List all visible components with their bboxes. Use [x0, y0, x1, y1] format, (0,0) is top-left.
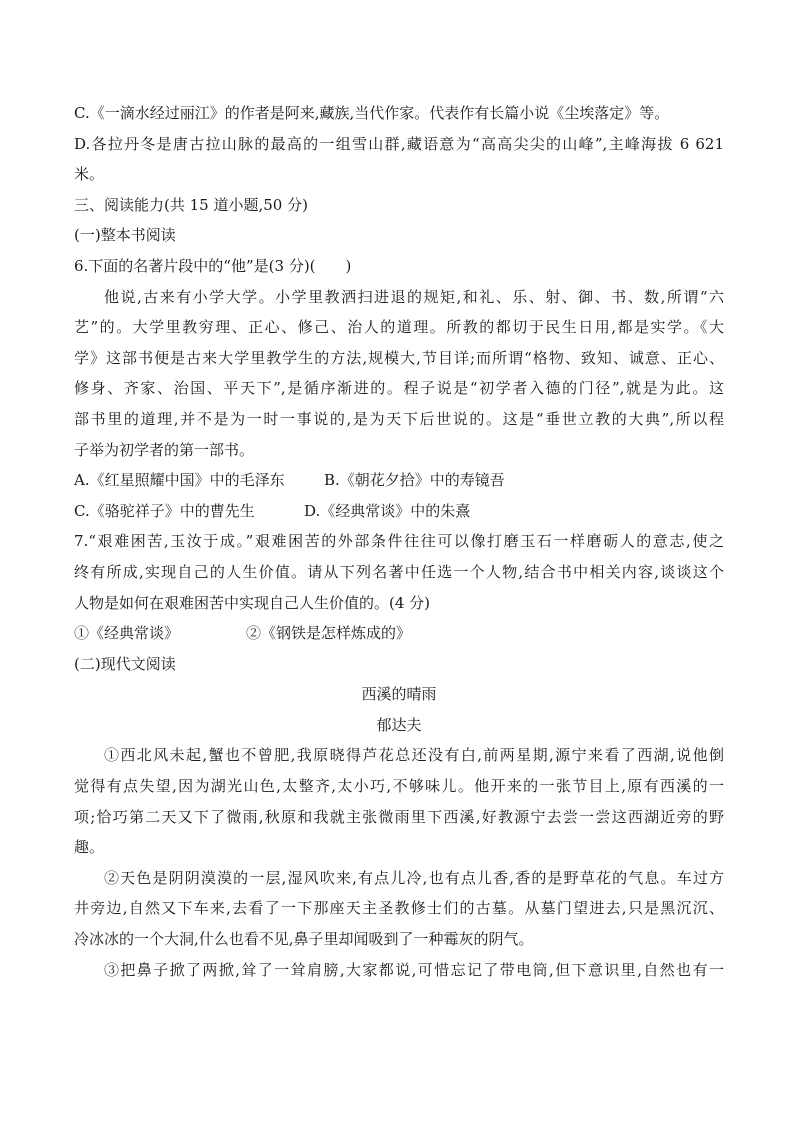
passage-line: 艺”的。大学里教穷理、正心、修己、治人的道理。所教的都切于民生日用,都是实学。《大	[74, 318, 724, 337]
essay-paragraph-2	[74, 863, 724, 955]
question-6-options-row-2	[74, 496, 724, 527]
essay-author: 郁达夫	[376, 715, 422, 734]
option-d: D.《经典常谈》中的朱熹	[304, 501, 471, 520]
essay-line: ①西北风未起,蟹也不曾肥,我原晓得芦花总还没有白,前两星期,源宁来看了西湖,说他倒	[104, 746, 724, 765]
essay-line: 项;恰巧第二天又下了微雨,秋原和我就主张微雨里下西溪,好教源宁去尝一尝这西湖近旁的野	[74, 807, 724, 826]
option-d-line-end: 米。	[74, 165, 105, 184]
essay-line: 趣。	[74, 838, 105, 857]
essay-line: 冷冰冰的一个大洞,什么也看不见,鼻子里却闻吸到了一种霉灰的阴气。	[74, 930, 534, 949]
question-6-passage	[74, 282, 724, 466]
passage-line: 修身、齐家、治国、平天下”,是循序渐进的。程子说是“初学者入德的门径”,就是为此。这	[74, 379, 724, 398]
subsection-heading-2: (二)现代文阅读	[74, 654, 176, 673]
book-option-1: ①《经典常谈》	[74, 624, 180, 643]
question-6-options-row-1	[74, 465, 724, 496]
subsection-heading: (一)整本书阅读	[74, 226, 176, 245]
document-page	[74, 98, 724, 985]
question-7-line: 7.“艰难困苦,玉汝于成。”艰难困苦的外部条件往往可以像打磨玉石一样磨砺人的意志,使之	[74, 532, 724, 551]
essay-line: 觉得有点失望,因为湖光山色,太整齐,太小巧,不够味儿。他开来的一张节目上,原有西溪的一	[74, 777, 724, 796]
option-c: C.《骆驼祥子》中的曹先生	[74, 501, 255, 520]
essay-line: ③把鼻子掀了两掀,耸了一耸肩膀,大家都说,可惜忘记了带电筒,但下意识里,自然也有一	[104, 960, 724, 979]
question-6: 6.下面的名著片段中的“他”是(3 分)( )	[74, 256, 352, 275]
question-7-line: 人物是如何在艰难困苦中实现自己人生价值的。(4 分)	[74, 593, 431, 612]
essay-line: ②天色是阴阴漠漠的一层,湿风吹来,有点儿冷,也有点儿香,香的是野草花的气息。车过方	[104, 868, 724, 887]
section-heading: 三、阅读能力(共 15 道小题,50 分)	[74, 195, 308, 214]
question-7	[74, 526, 724, 618]
passage-line: 他说,古来有小学大学。小学里教洒扫进退的规矩,和礼、乐、射、御、书、数,所谓“六	[104, 287, 724, 306]
passage-line: 子举为初学者的第一部书。	[74, 440, 255, 459]
option-d-line: D.各拉丹冬是唐古拉山脉的最高的一组雪山群,藏语意为“高高尖尖的山峰”,主峰海拔 6 621	[74, 134, 724, 153]
option-b: B.《朝花夕拾》中的寿镜吾	[324, 471, 505, 490]
essay-line: 井旁边,自然又下车来,去看了一下那座天主圣教修士们的古墓。从墓门望进去,只是黑沉沉、	[74, 899, 724, 918]
option-a: A.《红星照耀中国》中的毛泽东	[74, 471, 285, 490]
essay-paragraph-3	[74, 955, 724, 986]
essay-title: 西溪的晴雨	[361, 685, 437, 704]
question-7-line: 终有所成,实现自己的人生价值。请从下列名著中任选一个人物,结合书中相关内容,谈谈这个	[74, 562, 724, 581]
passage-line: 部书里的道理,并不是为一时一事说的,是为天下后世说的。这是“垂世立教的大典”,所以程	[74, 409, 724, 428]
option-c-line: C.《一滴水经过丽江》的作者是阿来,藏族,当代作家。代表作有长篇小说《尘埃落定》等。	[74, 104, 670, 122]
passage-line: 学》这部书便是古来大学里教学生的方法,规模大,节目详;而所谓“格物、致知、诚意、正心、	[74, 348, 724, 367]
book-option-2: ②《钢铁是怎样炼成的》	[246, 624, 412, 643]
question-7-options	[74, 618, 724, 649]
essay-paragraph-1	[74, 740, 724, 862]
